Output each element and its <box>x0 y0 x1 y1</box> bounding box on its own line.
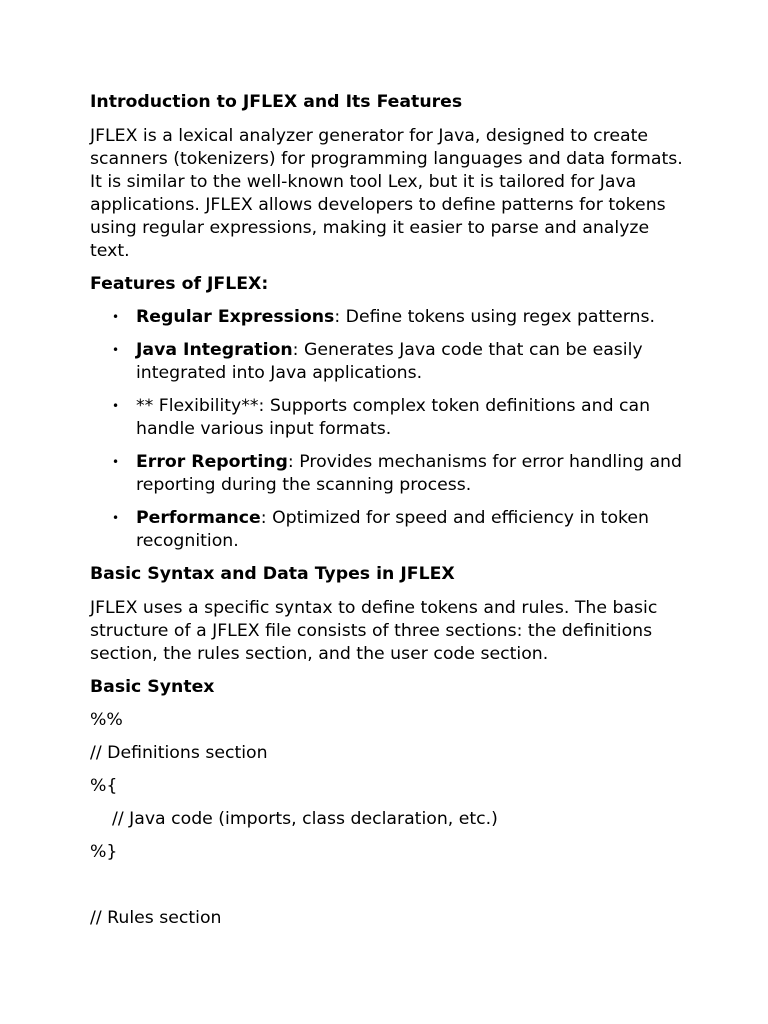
document-page <box>90 91 690 930</box>
list-item <box>90 306 690 329</box>
feature-desc: : Provides mechanisms for error handling and reporting during the scanning process. <box>136 452 682 495</box>
page-title: Introduction to JFLEX and Its Features <box>90 92 463 112</box>
list-item <box>90 451 690 497</box>
bullet-icon: • <box>112 310 120 324</box>
feature-term: Java Integration <box>136 340 293 360</box>
bullet-icon: • <box>112 511 120 525</box>
syntax-heading: Basic Syntax and Data Types in JFLEX <box>90 564 455 584</box>
feature-desc: : Generates Java code that can be easily integrated into Java applications. <box>136 340 643 383</box>
code-line: // Rules section <box>90 908 222 928</box>
code-line: // Definitions section <box>90 743 268 763</box>
syntax-subheading: Basic Syntex <box>90 677 215 697</box>
feature-desc: : Define tokens using regex patterns. <box>334 307 655 327</box>
feature-desc: ** Flexibility**: Supports complex token definitions and can handle various input formats. <box>136 396 651 439</box>
syntax-paragraph: JFLEX uses a specific syntax to define tokens and rules. The basic structure of a JFLEX file consists of three sections: the definitions section, the rules section, and the user code section. <box>90 598 658 664</box>
bullet-icon: • <box>112 343 120 357</box>
bullet-icon: • <box>112 455 120 469</box>
feature-term: Performance <box>136 508 261 528</box>
code-line: // Java code (imports, class declaration, etc.) <box>112 809 498 829</box>
features-heading: Features of JFLEX: <box>90 274 269 294</box>
code-line: %} <box>90 842 118 862</box>
list-item <box>90 507 690 553</box>
list-item <box>90 395 690 441</box>
feature-desc: : Optimized for speed and efficiency in token recognition. <box>136 508 650 551</box>
code-line: %% <box>90 710 123 730</box>
bullet-icon: • <box>112 399 120 413</box>
intro-paragraph: JFLEX is a lexical analyzer generator for Java, designed to create scanners (tokenizers) for programming languages and data formats. It is similar to the well-known tool Lex, but it is tailored for Java applications. JFLEX allows developers to define patterns for tokens using regular expressions, making it easier to parse and analyze text. <box>90 126 683 261</box>
feature-term: Error Reporting <box>136 452 288 472</box>
features-list <box>90 306 690 553</box>
feature-term: Regular Expressions <box>136 307 335 327</box>
list-item <box>90 339 690 385</box>
code-line: %{ <box>90 776 118 796</box>
